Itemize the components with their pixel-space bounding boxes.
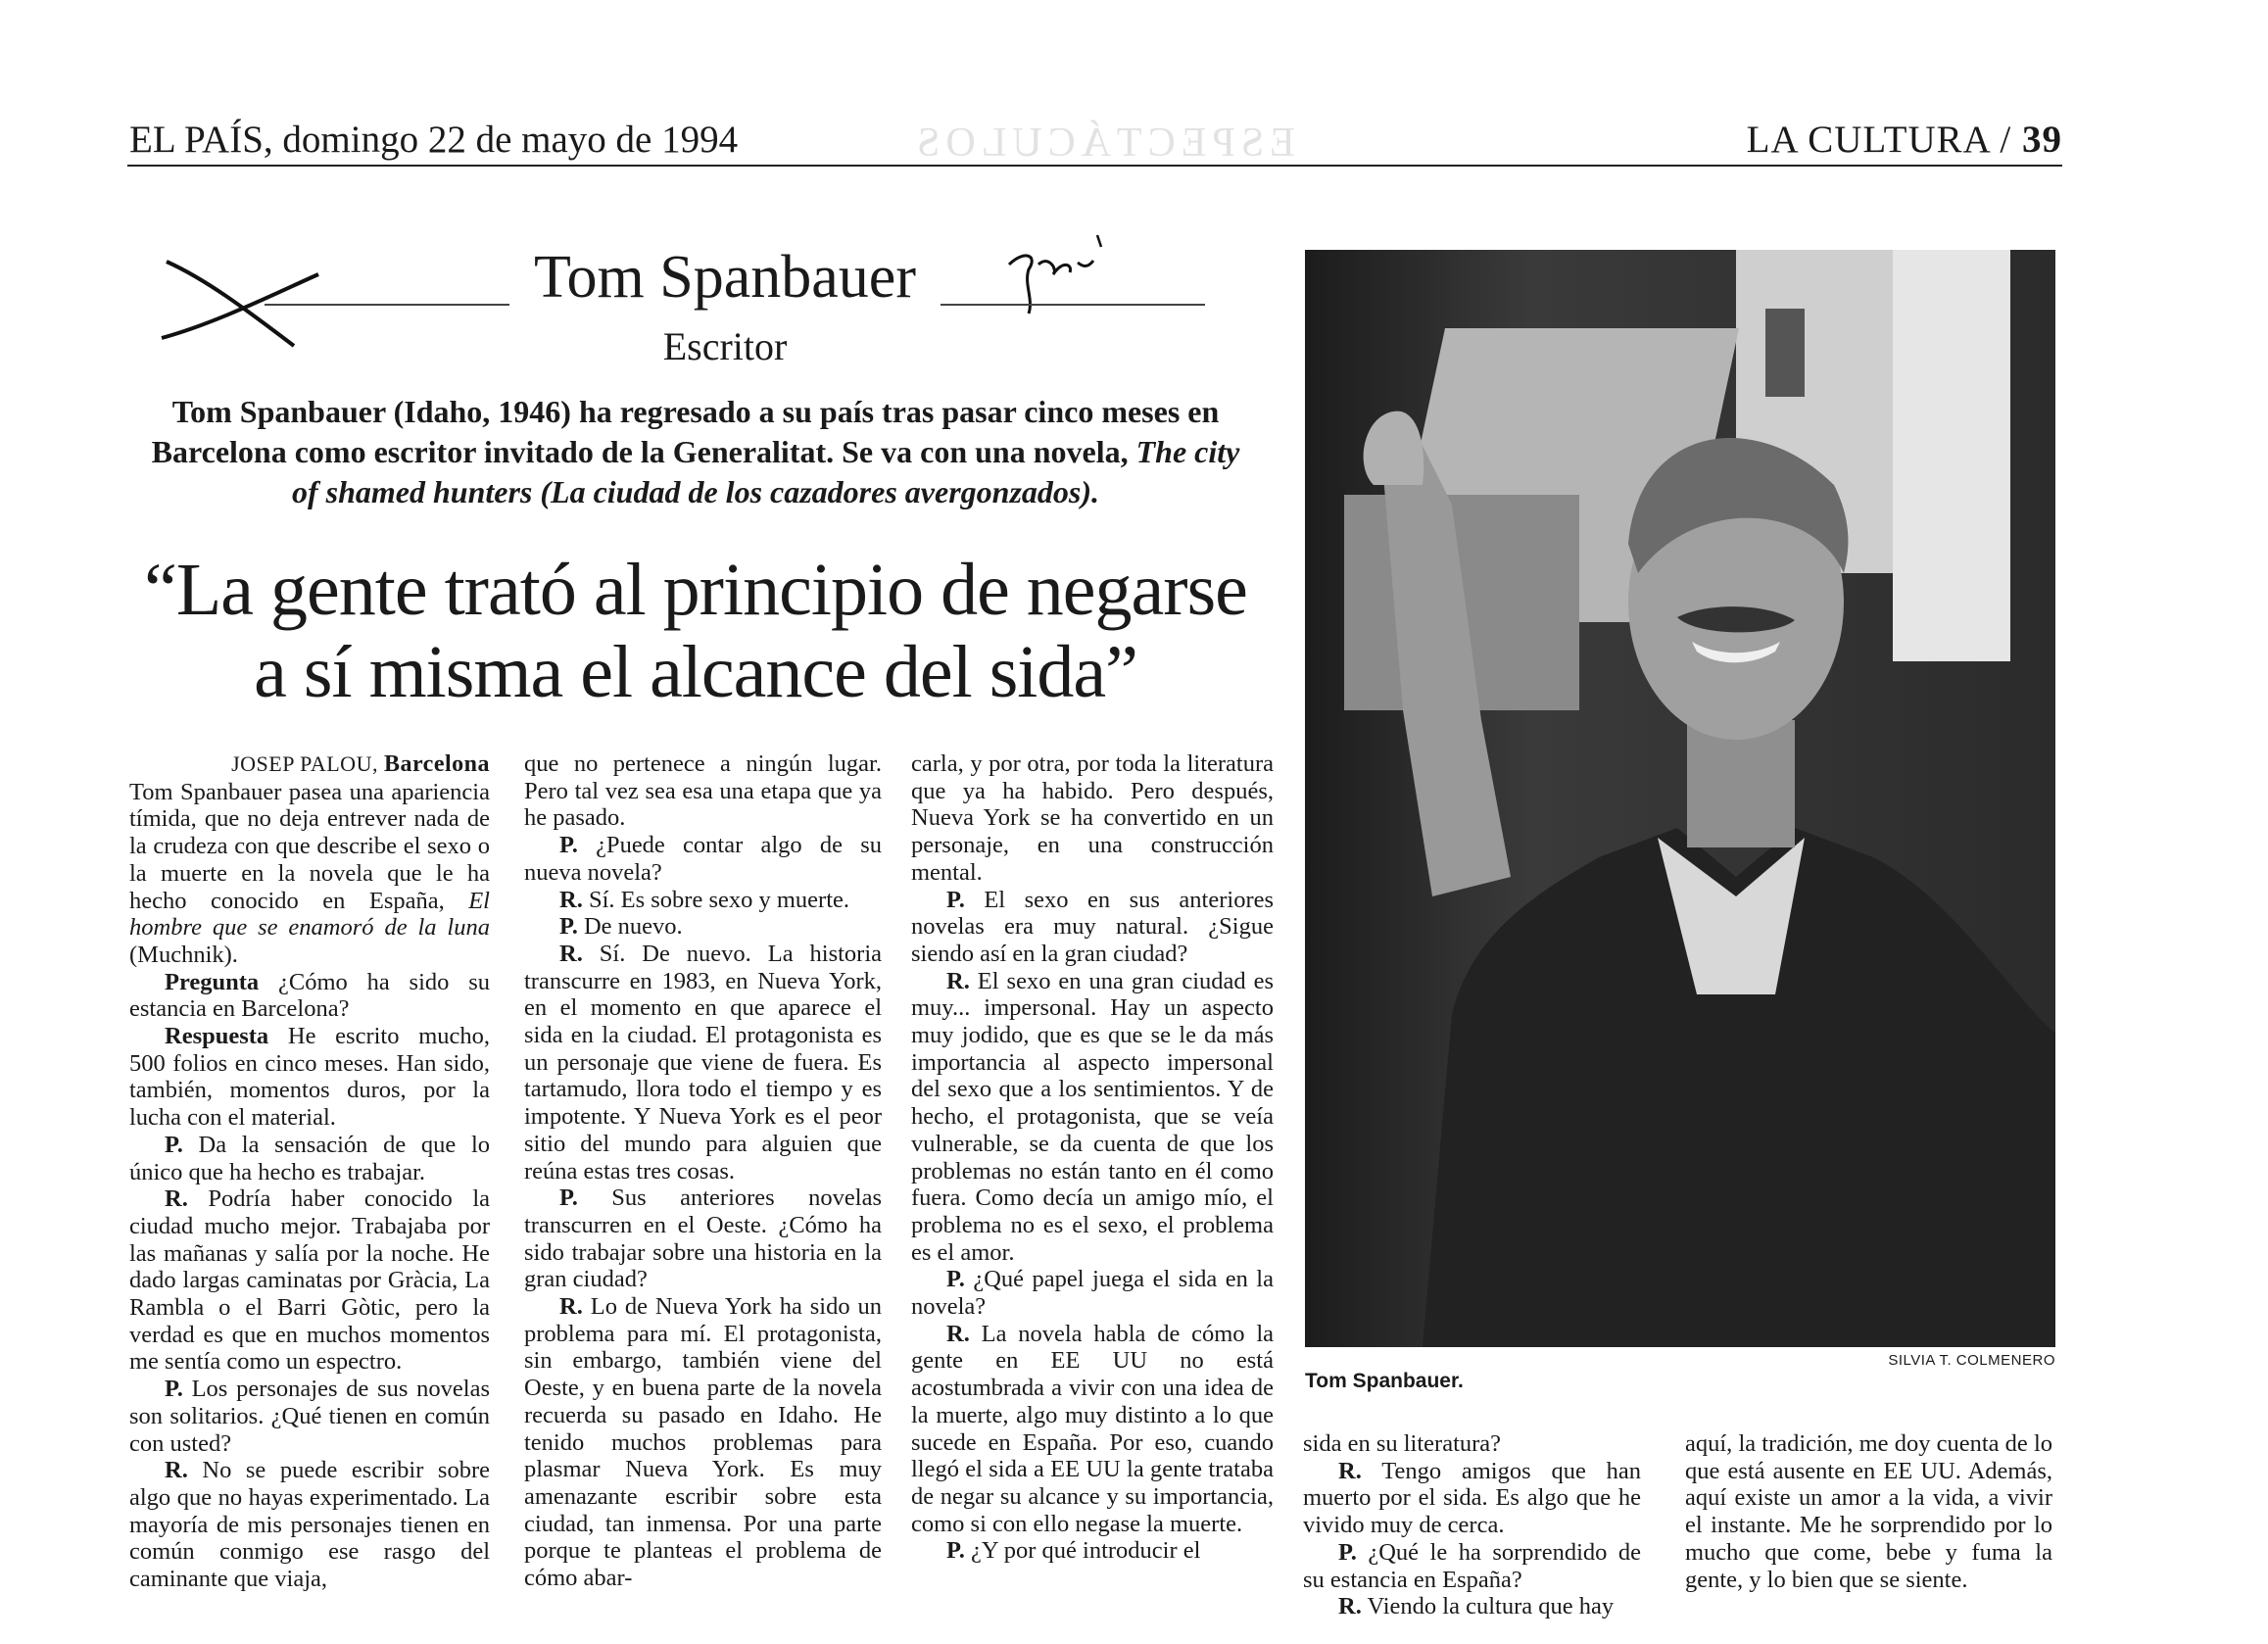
question bbox=[524, 913, 882, 941]
answer-label: R. bbox=[1338, 1593, 1362, 1620]
photo-credit: SILVIA T. COLMENERO bbox=[1888, 1352, 2055, 1369]
handwritten-initials-signature bbox=[999, 225, 1127, 323]
question bbox=[911, 1537, 1274, 1565]
section-separator: / bbox=[2000, 119, 2012, 161]
article-headline bbox=[137, 549, 1254, 713]
byline-author: JOSEP PALOU, bbox=[231, 751, 378, 776]
answer bbox=[911, 1321, 1274, 1538]
answer-text: El sexo en una gran ciudad es muy... impersonal. Hay un aspecto muy jodido, que es que se le da más importancia al aspecto impersonal del sexo que a los sentimientos. Y de hecho, el protagonista, que se veía vulnerable, se da cuenta de que los problemas no están tanto en él como fuera. Como decía un amigo mío, el problema no es el sexo, el problema es el amor. bbox=[911, 967, 1274, 1266]
answer bbox=[129, 1457, 490, 1593]
answer bbox=[524, 887, 882, 914]
question-label: P. bbox=[946, 1537, 965, 1565]
question-label: P. bbox=[946, 1266, 965, 1293]
answer-text: Sí. Es sobre sexo y muerte. bbox=[588, 886, 850, 913]
text-column-5 bbox=[1685, 1430, 2052, 1593]
question-label: P. bbox=[559, 913, 578, 941]
intro-book-title: The city of shamed hunters (La ciudad de los cazadores avergonzados). bbox=[291, 434, 1240, 509]
book-title: El hombre que se enamoró de la luna bbox=[129, 887, 490, 942]
answer bbox=[1303, 1593, 1641, 1620]
question-text: Sus anteriores novelas transcurren en el Oeste. ¿Cómo ha sido trabajar sobre una historia en la gran ciudad? bbox=[524, 1185, 882, 1293]
question bbox=[129, 1132, 490, 1185]
question bbox=[524, 1185, 882, 1293]
text-column-2 bbox=[524, 750, 882, 1592]
headline-line-2: a sí misma el alcance del sida” bbox=[254, 631, 1137, 713]
intro-text: Tom Spanbauer (Idaho, 1946) ha regresado a su país tras pasar cinco meses en Barcelona como escritor invitado de la Generalitat. Se va con una novela, bbox=[151, 394, 1220, 469]
question-text: De nuevo. bbox=[583, 913, 683, 941]
answer-label: R. bbox=[165, 1185, 188, 1213]
answer-label: R. bbox=[559, 886, 583, 913]
answer bbox=[129, 1185, 490, 1376]
answer bbox=[129, 1023, 490, 1132]
handwritten-cross-mark bbox=[147, 240, 343, 358]
question bbox=[911, 887, 1274, 968]
text-column-4 bbox=[1303, 1430, 1641, 1620]
question bbox=[524, 832, 882, 886]
paragraph: sida en su literatura? bbox=[1303, 1430, 1502, 1457]
answer bbox=[911, 968, 1274, 1267]
answer-text: Podría haber conocido la ciudad mucho mejor. Trabajaba por las mañanas y salía por la noche. He dado largas caminatas por Gràcia, La Rambla o el Barri Gòtic, pero la verdad es que en muchos momentos me sentía como un espectro. bbox=[129, 1185, 490, 1376]
answer-label: R. bbox=[165, 1457, 188, 1484]
question-label: P. bbox=[559, 832, 578, 859]
question-text: Da la sensación de que lo único que ha hecho es trabajar. bbox=[129, 1131, 490, 1185]
question-text: ¿Qué le ha sorprendido de su estancia en España? bbox=[1303, 1538, 1641, 1593]
page-number: 39 bbox=[2022, 119, 2062, 161]
byline-place: Barcelona bbox=[383, 751, 490, 777]
answer-text: Lo de Nueva York ha sido un problema para mí. El protagonista, sin embargo, también viene del Oeste, y en buena parte de la novela recuerda su pasado en Idaho. He tenido muchos problemas para plasmar Nueva York. Es muy amenazante escribir sobre esta ciudad, tan inmensa. Por una parte porque te planteas el problema de cómo abar- bbox=[524, 1293, 882, 1592]
answer-text: Tengo amigos que han muerto por el sida. Es algo que he vivido muy de cerca. bbox=[1303, 1457, 1641, 1539]
question bbox=[129, 969, 490, 1023]
paragraph bbox=[129, 779, 490, 969]
question-text: ¿Cómo ha sido su estancia en Barcelona? bbox=[129, 968, 490, 1023]
byline bbox=[129, 750, 490, 779]
headline-line-1: “La gente trató al principio de negarse bbox=[144, 549, 1247, 631]
question bbox=[1303, 1539, 1641, 1593]
question-text: ¿Y por qué introducir el bbox=[970, 1537, 1201, 1565]
text-column-3 bbox=[911, 750, 1274, 1565]
answer-text: He escrito mucho, 500 folios en cinco meses. Han sido, también, momentos duros, por la lucha con el material. bbox=[129, 1023, 490, 1132]
interviewee-name: Tom Spanbauer bbox=[509, 243, 941, 313]
answer-label: R. bbox=[559, 940, 583, 967]
answer bbox=[1303, 1458, 1641, 1539]
article-intro bbox=[137, 392, 1254, 512]
paragraph: carla, y por otra, por toda la literatura que ya ha habido. Pero después, Nueva York se ha convertido en un personaje, en una construcción mental. bbox=[911, 750, 1274, 886]
question-text: Los personajes de sus novelas son solitarios. ¿Qué tienen en común con usted? bbox=[129, 1376, 490, 1457]
answer-label: R. bbox=[559, 1293, 583, 1321]
interviewee-role: Escritor bbox=[662, 324, 788, 368]
question bbox=[911, 1266, 1274, 1320]
question-label: P. bbox=[1338, 1538, 1357, 1566]
page-header bbox=[127, 116, 2062, 167]
question-label: P. bbox=[165, 1376, 183, 1403]
newspaper-dateline: EL PAÍS, domingo 22 de mayo de 1994 bbox=[129, 119, 739, 161]
paragraph-text: Tom Spanbauer pasea una apariencia tímida, que no deja entrever nada de la crudeza con que describe el sexo o la muerte en la novela que le ha hecho conocido en España, bbox=[129, 778, 490, 914]
question-label: P. bbox=[946, 886, 965, 913]
answer-text: Viendo la cultura que hay bbox=[1367, 1593, 1615, 1620]
photo-caption: Tom Spanbauer. bbox=[1305, 1370, 1464, 1392]
portrait-photo bbox=[1305, 250, 2055, 1347]
answer-label: R. bbox=[946, 967, 970, 994]
paragraph: aquí, la tradición, me doy cuenta de lo que está ausente en EE UU. Además, aquí existe un amor a la vida, a vivir el instante. Me he sorprendido por lo mucho que come, bebe y fuma la gente, y lo bien que se siente. bbox=[1685, 1430, 2052, 1593]
answer bbox=[524, 941, 882, 1185]
text-column-1 bbox=[129, 750, 490, 1593]
question-label: P. bbox=[165, 1131, 183, 1158]
section-page-label bbox=[1747, 118, 2062, 162]
portrait-photo-graphic bbox=[1305, 250, 2055, 1347]
answer-label: R. bbox=[1338, 1457, 1362, 1484]
paragraph-text: (Muchnik). bbox=[129, 941, 238, 968]
answer-text: No se puede escribir sobre algo que no hayas experimentado. La mayoría de mis personajes tienen en común conmigo ese rasgo del caminante que viaja, bbox=[129, 1457, 490, 1593]
answer-text: Sí. De nuevo. La historia transcurre en 1983, en Nueva York, en el momento en que aparece el sida en la ciudad. El protagonista es un personaje que viene de fuera. Es tartamudo, llora todo el tiempo y es impotente. Y Nueva York es el peor sitio del mundo para alguien que reúna estas tres cosas. bbox=[524, 940, 883, 1185]
question bbox=[129, 1376, 490, 1457]
question-label: P. bbox=[559, 1185, 578, 1212]
question-text: El sexo en sus anteriores novelas era muy natural. ¿Sigue siendo así en la gran ciudad? bbox=[911, 886, 1275, 967]
question-text: ¿Qué papel juega el sida en la novela? bbox=[911, 1266, 1274, 1321]
bleed-through-section-title: ESPECTÁCULOS bbox=[911, 121, 1295, 166]
answer-label: Respuesta bbox=[165, 1023, 269, 1050]
paragraph: que no pertenece a ningún lugar. Pero tal vez sea esa una etapa que ya he pasado. bbox=[524, 750, 882, 832]
answer-label: R. bbox=[946, 1320, 970, 1347]
question-label: Pregunta bbox=[165, 968, 260, 995]
answer-text: La novela habla de cómo la gente en EE UU no está acostumbrada a vivir con una idea de la muerte, algo muy distinto a lo que sucede en España. Por eso, cuando llegó el sida a EE UU la gente trataba de negar su alcance y su importancia, como si con ello negase la muerte. bbox=[911, 1320, 1275, 1537]
question-text: ¿Puede contar algo de su nueva novela? bbox=[524, 832, 882, 886]
section-name: LA CULTURA bbox=[1746, 119, 1990, 161]
answer bbox=[524, 1293, 882, 1592]
